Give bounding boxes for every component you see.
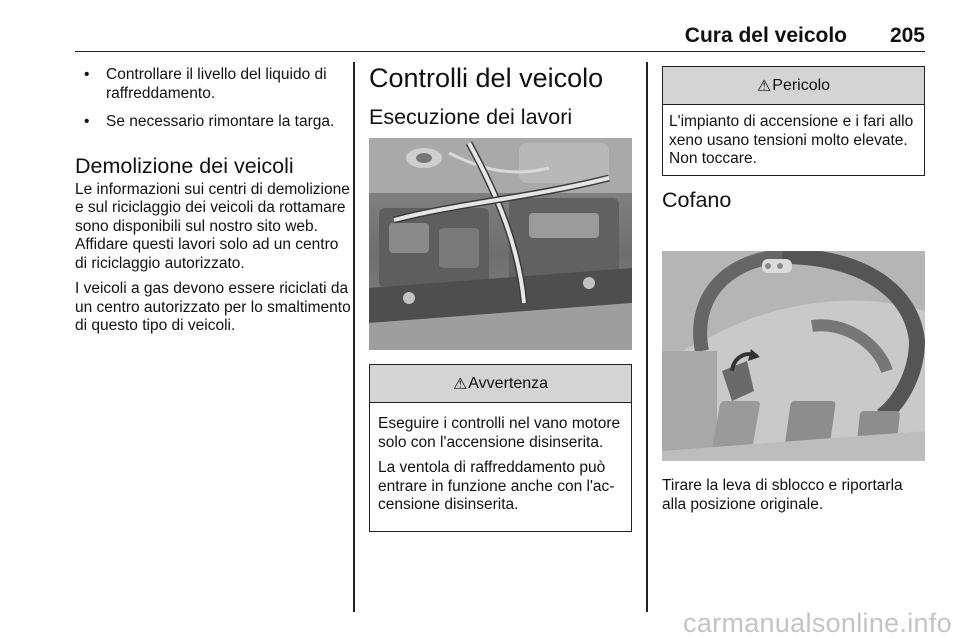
hood-release-illustration [662, 251, 925, 461]
column-divider-2 [646, 62, 648, 612]
watermark: carmanualsonline.info [683, 608, 952, 638]
hood-caption: Tirare la leva di sblocco e riportarla alla posizione originale. [662, 477, 903, 513]
warning-box-header [370, 365, 631, 403]
section-title-demolition: Demolizione dei veicoli [75, 153, 294, 178]
column-middle [369, 62, 632, 130]
warning-title: Avvertenza [468, 374, 549, 392]
column-left [75, 62, 353, 336]
bullet-text: Controllare il livello del liquido di raffreddamento. [106, 66, 327, 102]
danger-box [662, 66, 925, 176]
paragraph: Le informazioni sui centri di demolizione e sul riciclaggio dei veicoli da rottamare sono disponibili sul nostro sito web. Affidare questi lavori solo ad un centro di riciclaggio autorizzato. [75, 180, 350, 272]
warning-box [369, 364, 632, 532]
warning-icon: ⚠ [452, 375, 468, 393]
danger-box-header [663, 67, 924, 105]
paragraph: I veicoli a gas devono essere riciclati da un centro autorizzato per lo smaltimento di questo tipo di veicoli. [75, 280, 351, 334]
column-divider-1 [353, 62, 355, 612]
list-item [75, 113, 353, 132]
bullet-marker: • [84, 113, 90, 130]
danger-box-body [663, 105, 924, 177]
warning-box-body [370, 403, 631, 525]
hood-release-image [662, 251, 925, 461]
chapter-title: Controlli del veicolo [369, 63, 604, 93]
danger-text: L'impianto di accensione e i fari allo xeno usano tensioni molto elevate. Non toccare. [669, 113, 914, 167]
bullet-marker: • [84, 66, 90, 83]
header-title: Cura del veicolo [684, 24, 847, 47]
section-title-hood: Cofano [662, 188, 732, 212]
engine-bay-image [369, 138, 632, 350]
section-title-works: Esecuzione dei lavori [369, 105, 573, 129]
bullet-text: Se necessario rimontare la targa. [106, 113, 335, 130]
page-header [75, 18, 925, 52]
warning-text: Eseguire i controlli nel vano motore solo con l'accensione disinserita. [378, 415, 621, 451]
warning-text: La ventola di raffreddamento può entrare in funzione anche con l'accensione disinserita. [378, 459, 615, 513]
danger-icon: ⚠ [756, 77, 772, 95]
page-number: 205 [889, 24, 925, 47]
engine-bay-illustration [369, 138, 632, 350]
danger-title: Pericolo [772, 76, 831, 94]
list-item [75, 66, 353, 103]
